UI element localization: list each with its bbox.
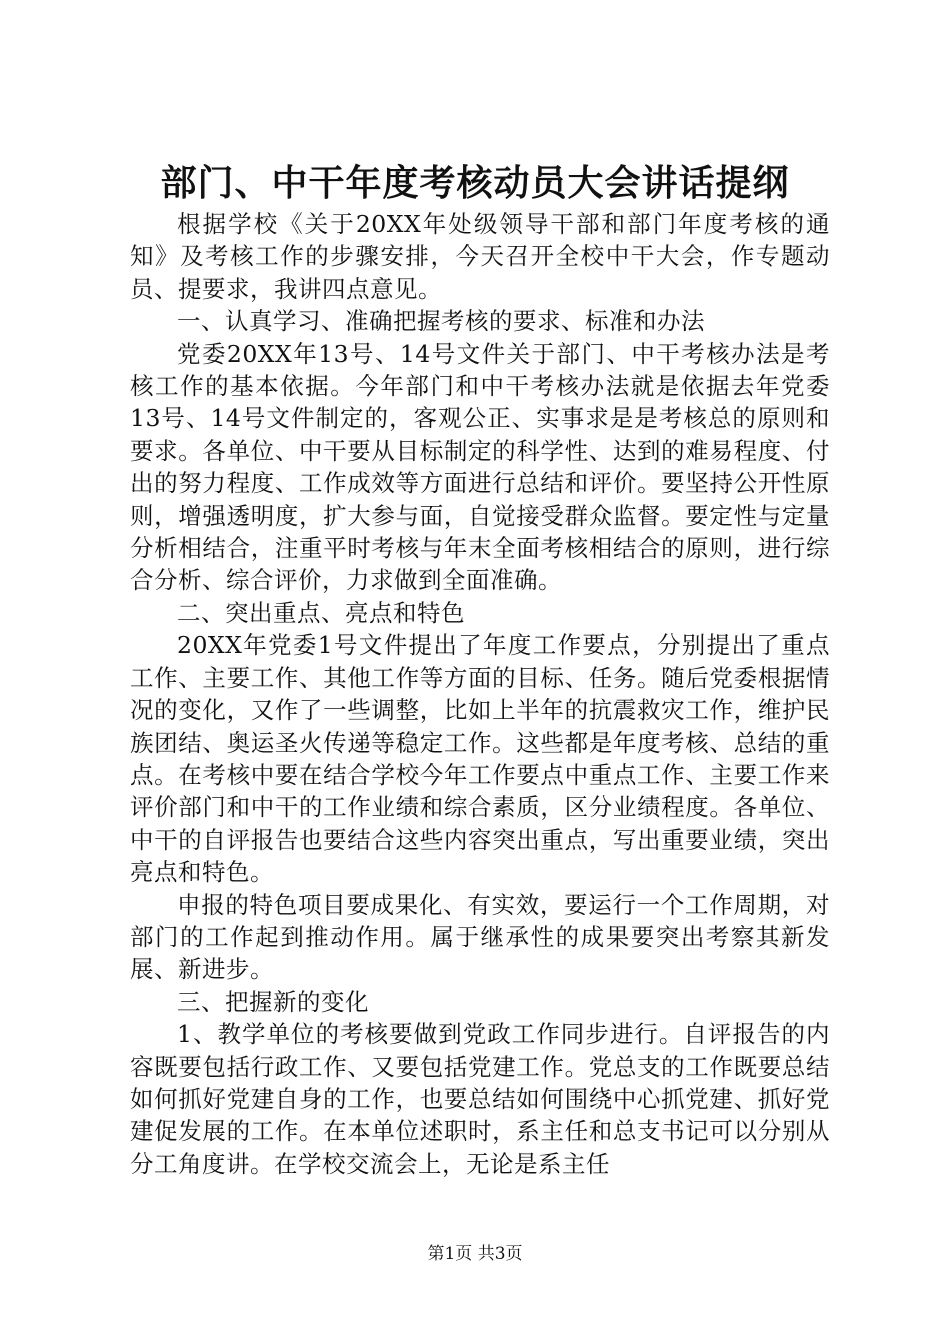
intro-paragraph: 根据学校《关于20XX年处级领导干部和部门年度考核的通知》及考核工作的步骤安排，今天召开全校中干大会，作专题动员、提要求，我讲四点意见。 xyxy=(130,210,830,303)
section-1-paragraph: 党委20XX年13号、14号文件关于部门、中干考核办法是考核工作的基本依据。今年部门和中干考核办法就是依据去年党委13号、14号文件制定的，客观公正、实事求是是考核总的原则和要求。各单位、中干要从目标制定的科学性、达到的难易程度、付出的努力程度、工作成效等方面进行总结和评价。要坚持公开性原则，增强透明度，扩大参与面，自觉接受群众监督。要定性与定量分析相结合，注重平时考核与年末全面考核相结合的原则，进行综合分析、综合评价，力求做到全面准确。 xyxy=(130,339,830,595)
section-heading-1: 一、认真学习、准确把握考核的要求、标准和办法 xyxy=(177,307,705,336)
section-2-paragraph-1: 20XX年党委1号文件提出了年度工作要点，分别提出了重点工作、主要工作、其他工作等方面的目标、任务。随后党委根据情况的变化，又作了一些调整，比如上半年的抗震救灾工作，维护民族团结、奥运圣火传递等稳定工作。这些都是年度考核、总结的重点。在考核中要在结合学校今年工作要点中重点工作、主要工作来评价部门和中干的工作业绩和综合素质，区分业绩程度。各单位、中干的自评报告也要结合这些内容突出重点，写出重要业绩，突出亮点和特色。 xyxy=(130,631,830,887)
section-heading-3: 三、把握新的变化 xyxy=(177,987,369,1016)
document-body xyxy=(130,208,830,1180)
section-2-paragraph-2: 申报的特色项目要成果化、有实效，要运行一个工作周期，对部门的工作起到推动作用。属于继承性的成果要突出考察其新发展、新进步。 xyxy=(130,890,830,984)
document-title: 部门、中干年度考核动员大会讲话提纲 xyxy=(160,162,790,204)
page-footer: 第1页 共3页 xyxy=(427,1244,523,1264)
section-3-paragraph-1: 1、教学单位的考核要做到党政工作同步进行。自评报告的内容既要包括行政工作、又要包括党建工作。党总支的工作既要总结如何抓好党建自身的工作，也要总结如何围绕中心抓党建、抓好党建促发展的工作。在本单位述职时，系主任和总支书记可以分别从分工角度讲。在学校交流会上，无论是系主任 xyxy=(130,1020,830,1178)
section-heading-2: 二、突出重点、亮点和特色 xyxy=(177,598,465,627)
